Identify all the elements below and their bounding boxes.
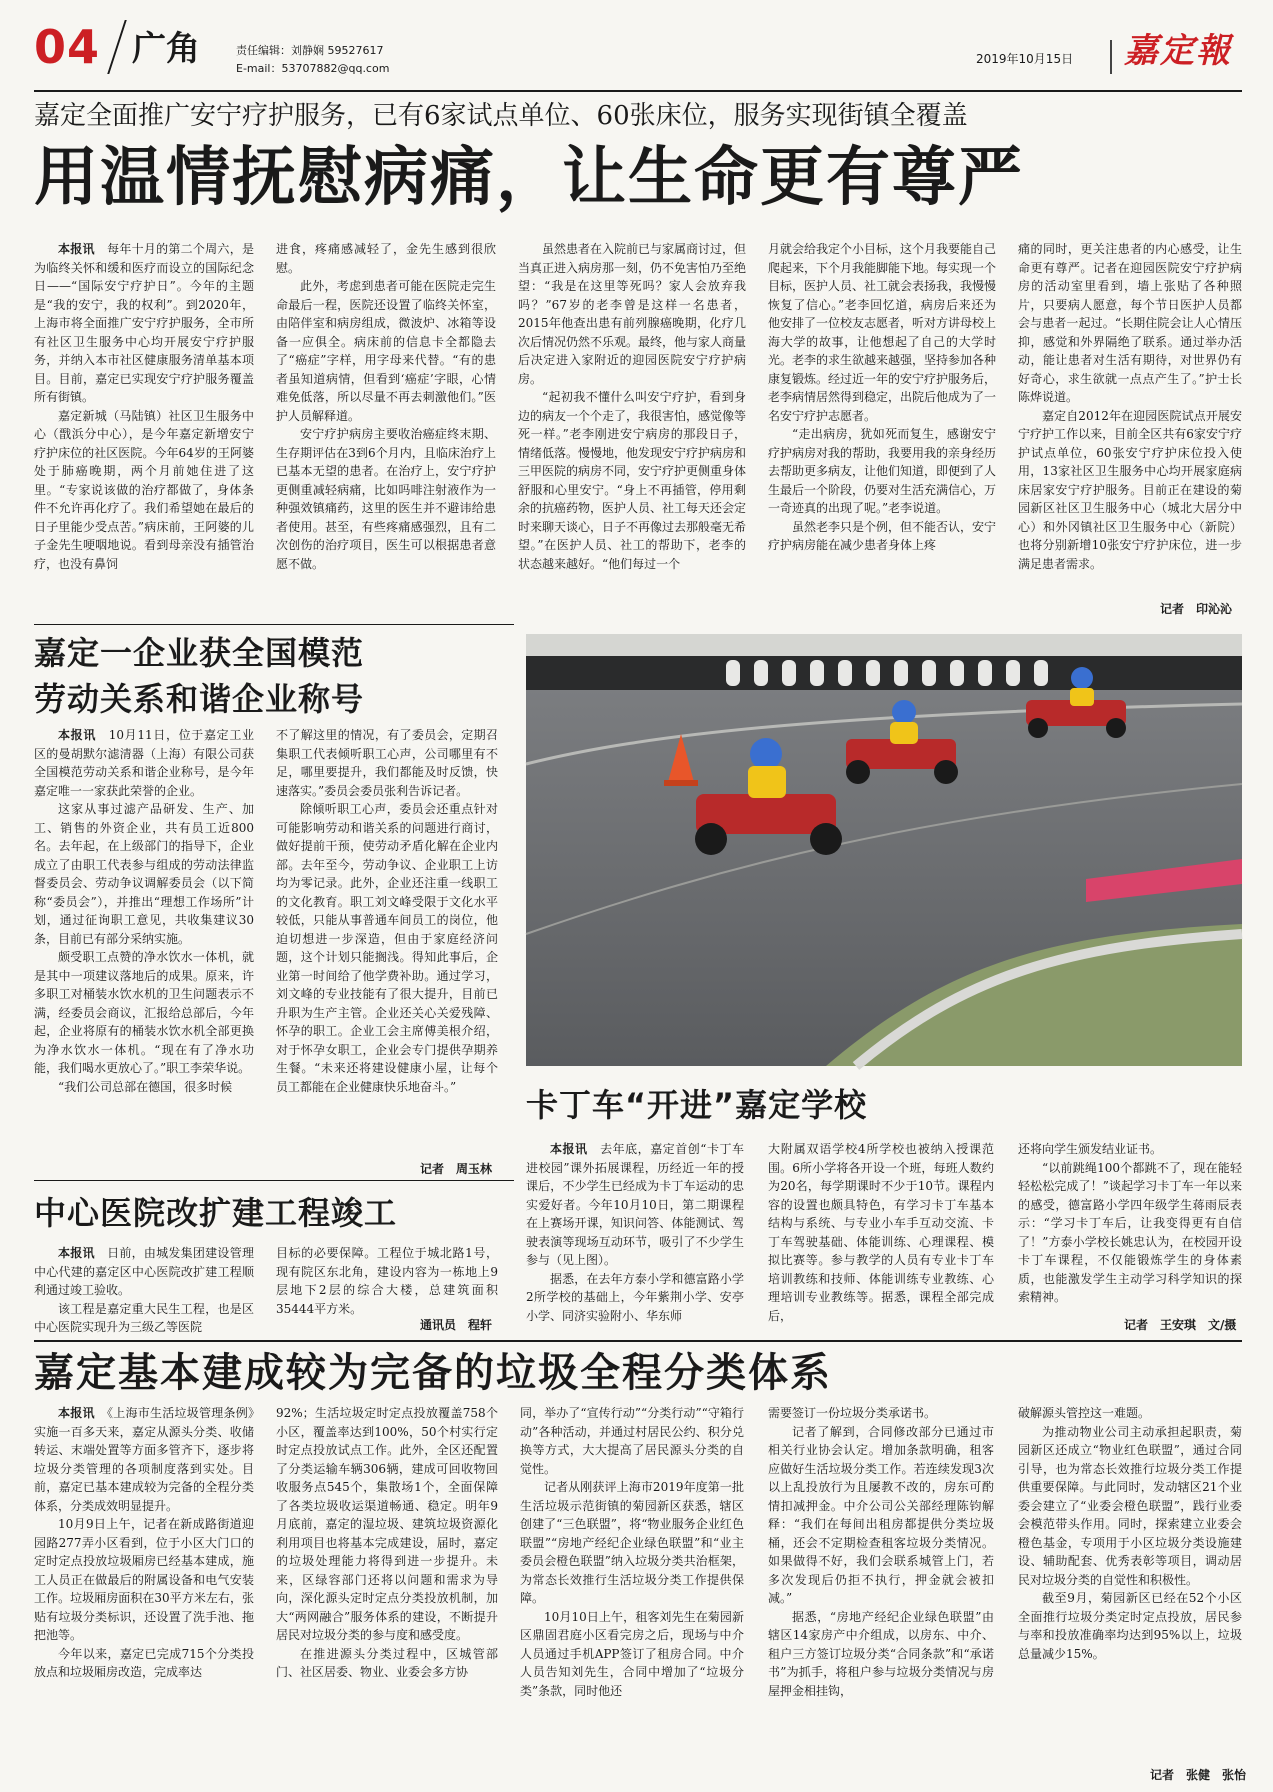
article2-text: 这家从事过滤产品研发、生产、加工、销售的外资企业，共有员工近800名。去年起，在上级部门的指导下，企业成立了由职工代表参与组成的劳动法律监督委员会、劳动争议调解委员会（以下简称“委员会”），并推出“理想工作场所”计划，通过征询职工意见，共收集建议30条，目前已有部分采纳实施。 (34, 802, 254, 946)
article1-column-5 (1018, 240, 1242, 595)
article1-lead: 本报讯 (58, 242, 95, 256)
kart-photo-image (526, 634, 1242, 1066)
article5-text: 同，举办了“宣传行动”“分类行动”“守箱行动”各种活动，并通过村居民公约、积分兑换等方式，大大提高了居民源头分类的自觉性。 (520, 1406, 744, 1476)
article4-column-3 (1018, 1140, 1242, 1310)
article4-text: 据悉，在去年方泰小学和德富路小学2所学校的基础上，今年紫荆小学、安亭小学、同济实验附小、华东师 (526, 1271, 744, 1323)
article2-column-1 (34, 726, 254, 1176)
article4-column-1 (526, 1140, 744, 1330)
article5-text: 92%；生活垃圾定时定点投放覆盖758个小区，覆盖率达到100%，50个村实行定时定点投放试点工作。此外，全区还配置了分类运输车辆306辆，建成可回收物回收服务点545个，集散场1个，全面保障了各类垃圾收运渠道畅通、稳定。明年9月底前，嘉定的湿垃圾、建筑垃圾资源化利用项目也将基本完成建设，届时，嘉定的垃圾处理能力将得到进一步提升。未来，区绿容部门还将以问题和需求为导向，深化源头定时定点分类投放机制，加大“两网融合”服务体系的建设，不断提升居民对垃圾分类的参与度和感受度。 (276, 1406, 498, 1642)
article3-text: 目标的必要保障。工程位于城北路1号，现有院区东北角，建设内容为一栋地上9层地下2层的综合大楼，总建筑面积35444平方米。 (276, 1246, 498, 1316)
article2-headline-1: 嘉定一企业获全国模范 (34, 634, 365, 672)
article1-column-2 (276, 240, 496, 620)
email-line: E-mail：53707882@qq.com (236, 62, 390, 75)
article1-text: 虽然老李只是个例，但不能否认，安宁疗护病房能在减少患者身体上疼 (768, 519, 997, 552)
article1-text: 进食，疼痛感减轻了，金先生感到很欣慰。 (276, 242, 496, 275)
article1-text: 嘉定自2012年在迎园医院试点开展安宁疗护工作以来，目前全区共有6家安宁疗护试点单位，60张安宁疗护床位投入使用，13家社区卫生服务中心均开展家庭病床居家安宁疗护服务。目前正在建设的菊园新区社区卫生服务中心（城北大居分中心）和外冈镇社区卫生服务中心（新院）也将分别新增10张安宁疗护床位，进一步满足患者需求。 (1018, 408, 1242, 571)
article5-text: 破解源头管控这一难题。 (1018, 1406, 1151, 1420)
article1-text: 每年十月的第二个周六，是为临终关怀和缓和医疗而设立的国际纪念日——“国际安宁疗护日”。今年的主题是“我的安宁，我的权利”。到2020年，上海市将全面推广安宁疗护服务，全市所有社区卫生服务中心均开展安宁疗护服务，并纳入本市社区健康服务清单基本项目。目前，嘉定已实现安宁疗护服务覆盖所有街镇。 (34, 242, 254, 404)
article1-column-3 (518, 240, 746, 620)
article1-text: 安宁疗护病房主要收治癌症终末期、生存期评估在3到6个月内，且临床治疗上已基本无望的患者。在治疗上，安宁疗护更侧重减轻病痛，比如吗啡注射液作为一种强效镇痛药，这里的医生并不避讳给患者使用。甚至，有些疼痛感强烈，且有二次创伤的治疗项目，医生可以根据患者意愿不做。 (276, 427, 496, 571)
article5-column-4 (768, 1404, 994, 1784)
article2-byline: 记者 周玉林 (420, 1162, 493, 1176)
section-rule (34, 1180, 514, 1181)
article1-text: “走出病房，犹如死而复生，感谢安宁疗护病房对我的帮助，我要用我的亲身经历去帮助更多病友，让他们知道，即便到了人生最后一个阶段，仍要对生活充满信心，万一奇迹真的出现了呢。”老李说道。 (768, 427, 997, 515)
article1-column-4 (768, 240, 996, 620)
article5-text: 需要签订一份垃圾分类承诺书。 (768, 1406, 937, 1420)
page-number: 04 (34, 20, 101, 74)
editor-line: 责任编辑：刘静娴 59527617 (236, 44, 384, 57)
article5-text: 为推动物业公司主动承担起职责，菊园新区还成立“物业红色联盟”，通过合同引导，也为常态长效推行垃圾分类工作提供重要保障。与此同时，发动辖区21个业委会建立了“业委会橙色联盟”，践行业委会模范带头作用。同时，探索建立业委会橙色基金，专项用于小区垃圾分类设施建设、辅助配套、优秀表彰等项目，调动居民对垃圾分类的自觉性和积极性。 (1018, 1424, 1242, 1587)
article1-byline: 记者 印沁沁 (1160, 602, 1233, 616)
article5-text: 在推进源头分类过程中，区城管部门、社区居委、物业、业委会多方协 (276, 1646, 498, 1679)
article5-headline: 嘉定基本建成较为完备的垃圾全程分类体系 (34, 1350, 832, 1396)
article4-text: 大附属双语学校4所学校也被纳入授课范围。6所小学将各开设一个班，每班人数约为20名，每学期课时不少于10节。课程内容的设置也颇具特色，有学习卡丁车基本结构与系统、与专业小车手互动交流、卡丁车驾驶基础、体能训练、心理课程、模拟比赛等。参与教学的人员有专业卡丁车培训教练和技师、体能训练专业教练、心理培训专业教练等。据悉，课程全部完成后， (768, 1142, 994, 1323)
article5-column-3 (520, 1404, 744, 1784)
editor-info (236, 42, 389, 78)
article3-column-1 (34, 1244, 254, 1334)
article3-lead: 本报讯 (58, 1246, 95, 1260)
article5-text: 10月9日上午，记者在新成路街道迎园路277弄小区看到，位于小区大门口的定时定点投放垃圾厢房已经基本建成，施工人员正在做最后的附属设备和电气安装工作。垃圾厢房面积在30平方米左右，张贴有垃圾分类标识，还设置了洗手池、拖把池等。 (34, 1517, 254, 1642)
article4-text: 去年底，嘉定首创“卡丁车进校园”课外拓展课程，历经近一年的授课后，不少学生已经成为卡丁车运动的忠实爱好者。今年10月10日，第二期课程在上赛场开课，知识问答、体能测试、驾驶表演等现场互动环节，吸引了不少学生参与（见上图）。 (526, 1142, 744, 1267)
article4-lead: 本报讯 (550, 1142, 588, 1156)
article1-text: 此外，考虑到患者可能在医院走完生命最后一程，医院还设置了临终关怀室，由陪伴室和病房组成，微波炉、冰箱等设备一应俱全。病床前的信息卡全都隐去了“癌症”字样，用字母来代替。“有的患者虽知道病情，但看到‘癌症’字眼，心情难免低落，所以尽量不再去刺激他们。”医护人员解释道。 (276, 279, 496, 423)
article4-headline: 卡丁车“开进”嘉定学校 (526, 1086, 868, 1124)
article1-subhead: 嘉定全面推广安宁疗护服务，已有6家试点单位、60张床位，服务实现街镇全覆盖 (34, 101, 968, 131)
article4-text: “以前跳绳100个都跳不了，现在能轻轻松松完成了！”谈起学习卡丁车一年以来的感受，德富路小学四年级学生蒋雨辰表示：“学习卡丁车后，让我变得更有自信了！”方泰小学校长姚忠认为，在校园开设卡丁车课程，不仅能锻炼学生的身体素质，也能激发学生主动学习科学知识的探索精神。 (1018, 1160, 1242, 1304)
article5-lead: 本报讯 (58, 1406, 95, 1420)
masthead-divider-right (1110, 40, 1112, 74)
section-name: 广角 (132, 29, 200, 69)
article1-column-1 (34, 240, 254, 620)
kart-photo (526, 634, 1242, 1066)
article2-lead: 本报讯 (58, 728, 97, 742)
article5-byline: 记者 张健 张怡 (1150, 1768, 1247, 1782)
article1-text: 嘉定新城（马陆镇）社区卫生服务中心（戬浜分中心），是今年嘉定新增安宁疗护床位的社区医院。今年64岁的王阿婆处于肺癌晚期，两个月前她住进了这里。“专家说该做的治疗都做了，身体条件不允许再化疗了。我们希望她在最后的日子里能少受点苦。”病床前，王阿婆的儿子金先生哽咽地说。看到母亲没有插管治疗，也没有鼻饲 (34, 408, 254, 571)
article1-text: 痛的同时，更关注患者的内心感受，让生命更有尊严。记者在迎园医院安宁疗护病房的活动室里看到，墙上张贴了各种照片，只要病人愿意，每个节日医护人员都会与患者一起过。“长期住院会让人心情压抑，感觉和外界隔绝了联系。通过举办活动，能让患者对生活有期待，对世界仍有好奇心，求生欲就一点点产生了。”护士长陈烨说道。 (1018, 242, 1242, 404)
article1-text: 虽然患者在入院前已与家属商讨过，但当真正进入病房那一刻，仍不免害怕乃至绝望：“我是在这里等死吗？家人会放弃我吗？”67岁的老李曾是这样一名患者，2015年他查出患有前列腺癌晚期，化疗几次后情况仍然不乐观。最终，他与家人商量后决定进入家附近的迎园医院安宁疗护病房。 (518, 242, 747, 386)
masthead-divider (107, 20, 127, 74)
article5-text: 10月10日上午，租客刘先生在菊园新区鼎固君庭小区看完房之后，现场与中介人员通过手机APP签订了租房合同。中介人员告知刘先生，合同中增加了“垃圾分类”条款，同时他还 (520, 1609, 744, 1698)
article2-text: 10月11日，位于嘉定工业区的曼胡默尔滤清器（上海）有限公司获全国模范劳动关系和谐企业称号，是今年嘉定唯一一家获此荣誉的企业。 (34, 728, 254, 798)
article5-text: 今年以来，嘉定已完成715个分类投放点和垃圾厢房改造，完成率达 (34, 1646, 254, 1679)
newspaper-logo: 嘉定報 (1124, 31, 1232, 71)
article3-byline: 通讯员 程轩 (420, 1318, 493, 1332)
article3-column-2 (276, 1244, 498, 1316)
article5-column-2 (276, 1404, 498, 1784)
article2-text: 不了解这里的情况，有了委员会，定期召集职工代表倾听职工心声，公司哪里有不足，哪里要提升，我们都能及时反馈，快速落实。”委员会委员张利告诉记者。 (276, 728, 498, 798)
article3-text: 该工程是嘉定重大民生工程，也是区中心医院实现升为三级乙等医院 (34, 1301, 254, 1334)
article5-text: 记者了解到，合同修改部分已通过市相关行业协会认定。增加条款明确，租客应做好生活垃圾分类工作。若连续发现3次以上乱投放行为且屡教不改的，房东可酌情扣减押金。中介公司公关部经理陈钧解释：“我们在每间出租房都提供分类垃圾桶，还会不定期检查租客垃圾分类情况。如果做得不好，我们会联系城管上门，若多次发现后仍拒不执行，押金就会被扣减。” (768, 1424, 994, 1605)
article4-byline: 记者 王安琪 文/摄 (1124, 1318, 1237, 1332)
section-rule (34, 624, 514, 625)
section-rule (34, 1340, 1242, 1342)
article1-headline: 用温情抚慰病痛，让生命更有尊严 (34, 141, 1024, 215)
article2-column-2 (276, 726, 498, 1156)
article5-column-5 (1018, 1404, 1242, 1762)
article2-text: 颇受职工点赞的净水饮水一体机，就是其中一项建议落地后的成果。原来，许多职工对桶装水饮水机的卫生问题表示不满，经委员会商议，汇报给总部后，今年起，企业将原有的桶装水饮水机全部更换为净水饮水一体机。“现在有了净水功能，我们喝水更放心了。”职工李荣华说。 (34, 950, 254, 1075)
article1-text: “起初我不懂什么叫安宁疗护，看到身边的病友一个个走了，我很害怕，感觉像等死一样。”老李刚进安宁病房的那段日子，情绪低落。慢慢地，他发现安宁疗护病房和三甲医院的病房不同，安宁疗护更侧重身体舒服和心里安宁。“身上不再插管，停用剩余的抗癌药物，医护人员、社工每天还会定时来聊天谈心，日子不再像过去那般毫无希望。”在医护人员、社工的帮助下，老李的状态越来越好。“他们每过一个 (518, 390, 747, 571)
issue-date: 2019年10月15日 (976, 52, 1074, 66)
article3-headline: 中心医院改扩建工程竣工 (34, 1194, 398, 1232)
article2-text: 除倾听职工心声，委员会还重点针对可能影响劳动和谐关系的问题进行商讨，做好提前干预，使劳动矛盾化解在企业内部。去年至今，劳动争议、企业职工上访均为零记录。此外，企业还注重一线职工的文化教育。职工刘文峰受限于文化水平较低，只能从事普通车间员工的岗位，他迫切想进一步深造，但由于家庭经济问题，这个计划只能搁浅。得知此事后，企业第一时间给了他学费补助。通过学习，刘文峰的专业技能有了很大提升，目前已升职为生产主管。企业还关心关爱残障、怀孕的职工。企业工会主席傅美根介绍，对于怀孕女职工，企业会专门提供孕期养生餐。“未来还将建设健康小屋，让每个员工都能在企业健康快乐地奋斗。” (276, 802, 498, 1094)
article3-text: 日前，由城发集团建设管理中心代建的嘉定区中心医院改扩建工程顺利通过竣工验收。 (34, 1246, 254, 1297)
article2-headline-2: 劳动关系和谐企业称号 (34, 680, 365, 718)
article4-text: 还将向学生颁发结业证书。 (1018, 1142, 1163, 1156)
article1-text: 月就会给我定个小目标，这个月我要能自己爬起来，下个月我能脚能下地。每实现一个目标，医护人员、社工就会表扬我，我慢慢恢复了信心。”老李回忆道，病房后来还为他安排了一位校友志愿者，听对方讲母校上海大学的故事，让他想起了自己的大学时光。老李的求生欲越来越强，坚持参加各种康复锻炼。经过近一年的安宁疗护服务后，老李病情居然得到稳定，出院后他成为了一名安宁疗护志愿者。 (768, 242, 997, 423)
masthead-rule (34, 90, 1242, 92)
article5-column-1 (34, 1404, 254, 1784)
article2-text: “我们公司总部在德国，很多时候 (58, 1079, 233, 1094)
article5-text: 《上海市生活垃圾管理条例》实施一百多天来，嘉定从源头分类、收储转运、末端处置等方面多管齐下，逐步将垃圾分类管理的各项制度落到实处。目前，嘉定已基本建成较为完备的全程分类体系，分类成效明显提升。 (34, 1406, 254, 1513)
article5-text: 截至9月，菊园新区已经在52个小区全面推行垃圾分类定时定点投放，居民参与率和投放准确率均达到95%以上，垃圾总量减少15%。 (1018, 1591, 1242, 1661)
article5-text: 据悉，“房地产经纪企业绿色联盟”由辖区14家房产中介组成，以房东、中介、租户三方签订垃圾分类“合同条款”和“承诺书”为抓手，将租户参与垃圾分类情况与房屋押金相挂钩， (768, 1609, 994, 1698)
article4-column-2 (768, 1140, 994, 1330)
article5-text: 记者从刚获评上海市2019年度第一批生活垃圾示范街镇的菊园新区获悉，辖区创建了“三色联盟”，将“物业服务企业红色联盟”“房地产经纪企业绿色联盟”和“业主委员会橙色联盟”纳入垃圾分类共治框架，为常态长效推行生活垃圾分类工作提供保障。 (520, 1480, 744, 1605)
